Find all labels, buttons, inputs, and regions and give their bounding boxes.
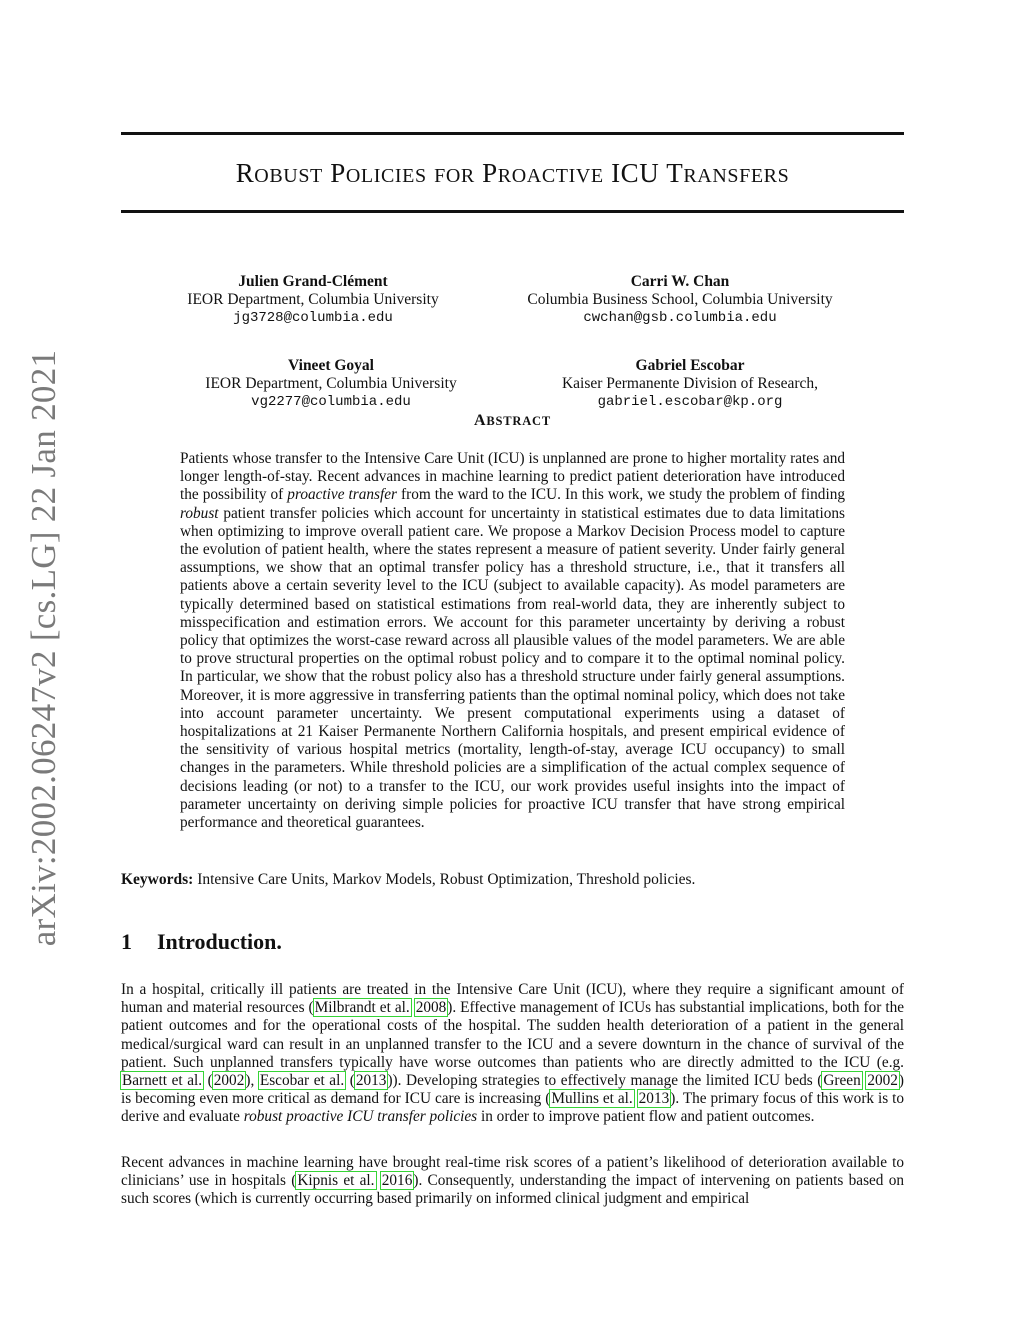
citation-link[interactable]: Green <box>823 1072 861 1090</box>
author-affiliation: Kaiser Permanente Division of Research, <box>561 375 819 392</box>
author-name: Carri W. Chan <box>630 273 730 290</box>
author-name: Julien Grand-Clément <box>238 273 388 290</box>
section-number: 1 <box>121 929 132 954</box>
intro-paragraph: In a hospital, critically ill patients are treated in the Intensive Care Unit (ICU), where they require a significant amount of human and material resources (Milbrandt et al. 2008). Effective management of ICUs has substantial implications, both for the patient outcomes and for the operational costs of the hospital. The sudden health deterioration of a patient in the general medical/surgical ward can result in an unplanned transfer to the ICU and a severe downturn in the chance of survival of the patient. Such unplanned transfers typically have worse outcomes than patients who are directly admitted to the ICU (e.g. Barnett et al. (2002), Escobar et al. (2013)). Developing strategies to effectively manage the limited ICU beds (Green 2002) is becoming even more critical as demand for ICU care is increasing (Mullins et al. 2013). The primary focus of this work is to derive and evaluate robust proactive ICU transfer policies in order to improve patient flow and patient outcomes. <box>121 981 905 1126</box>
author-name: Gabriel Escobar <box>635 357 745 374</box>
author-affiliation: IEOR Department, Columbia University <box>205 375 457 392</box>
author-block <box>133 273 493 327</box>
paper-title: ROBUST POLICIES FOR PROACTIVE ICU TRANSFERS <box>235 158 790 188</box>
citation-link[interactable]: Barnett et al. <box>122 1072 203 1090</box>
author-name: Vineet Goyal <box>288 357 374 374</box>
abstract-heading: ABSTRACT <box>473 412 551 429</box>
section-heading <box>121 929 282 955</box>
keywords-label: Keywords: <box>121 871 194 888</box>
abstract-text: Patients whose transfer to the Intensive Care Unit (ICU) is unplanned are prone to higher mortality rates and longer length-of-stay. Recent advances in machine learning to predict patient deterioration have introduced the possibility of proactive transfer from the ward to the ICU. In this work, we study the problem of finding robust patient transfer policies which account for uncertainty in statistical estimates due to data limitations when optimizing to improve overall patient care. We propose a Markov Decision Process model to capture the evolution of patient health, where the states represent a measure of patient severity. Under fairly general assumptions, we show that an optimal transfer policy has a threshold structure, i.e., that it transfers all patients above a certain severity level to the ICU (subject to available capacity). As model parameters are typically determined based on statistical estimations from real-world data, they are inherently subject to misspecification and estimation errors. We account for this parameter uncertainty by deriving a robust policy that optimizes the worst-case reward across all plausible values of the model parameters. We are able to prove structural properties on the optimal robust policy and to compare it to the optimal nominal policy. In particular, we show that the robust policy also has a threshold structure under fairly general assumptions. Moreover, it is more aggressive in transferring patients than the optimal nominal policy, which does not take into account parameter uncertainty. We present computational experiments using a dataset of hospitalizations at 21 Kaiser Permanente Northern California hospitals, and present empirical evidence of the sensitivity of various hospital metrics (mortality, length-of-stay, average ICU occupancy) to small changes in the parameters. While threshold policies are a simplification of the actual complex sequence of decisions leading (or not) to a transfer to the ICU, our work provides useful insights into the impact of parameter uncertainty on deriving simple policies for proactive ICU transfer that have strong empirical performance and theoretical guarantees. <box>180 450 845 832</box>
citation-link[interactable]: 2002 <box>867 1072 898 1090</box>
author-affiliation: Columbia Business School, Columbia University <box>527 291 833 308</box>
author-email[interactable]: cwchan@gsb.columbia.edu <box>583 310 777 326</box>
author-email[interactable]: gabriel.escobar@kp.org <box>597 394 783 410</box>
keywords <box>121 871 904 889</box>
author-affiliation: IEOR Department, Columbia University <box>187 291 439 308</box>
author-block <box>500 273 860 327</box>
citation-link[interactable]: Mullins et al. <box>551 1090 633 1108</box>
keywords-text: Intensive Care Units, Markov Models, Robust Optimization, Threshold policies. <box>197 871 696 888</box>
intro-paragraph: Recent advances in machine learning have brought real-time risk scores of a patient’s likelihood of deterioration available to clinicians’ use in hospitals (Kipnis et al. 2016). Consequently, understanding the impact of intervening on patients based on such scores (which is currently occurring based primarily on informed clinical judgment and empirical <box>121 1154 904 1208</box>
author-email[interactable]: vg2277@columbia.edu <box>251 394 411 410</box>
author-block <box>151 357 511 411</box>
arxiv-identifier-text: arXiv:2002.06247v2 [cs.LG] 22 Jan 2021 <box>24 349 63 947</box>
title-rule-top <box>121 132 904 135</box>
citation-link[interactable]: 2013 <box>355 1072 387 1090</box>
citation-link[interactable]: Kipnis et al. <box>297 1172 375 1190</box>
citation-link[interactable]: 2013 <box>638 1090 670 1108</box>
citation-link[interactable]: Milbrandt et al. <box>314 999 410 1017</box>
citation-link[interactable]: 2002 <box>213 1072 245 1090</box>
author-email[interactable]: jg3728@columbia.edu <box>233 310 393 326</box>
citation-link[interactable]: 2008 <box>415 999 447 1017</box>
citation-link[interactable]: Escobar et al. <box>259 1072 345 1090</box>
section-title: Introduction. <box>157 929 282 954</box>
title-rule-bottom <box>121 210 904 213</box>
author-block <box>510 357 870 411</box>
citation-link[interactable]: 2016 <box>381 1172 413 1190</box>
